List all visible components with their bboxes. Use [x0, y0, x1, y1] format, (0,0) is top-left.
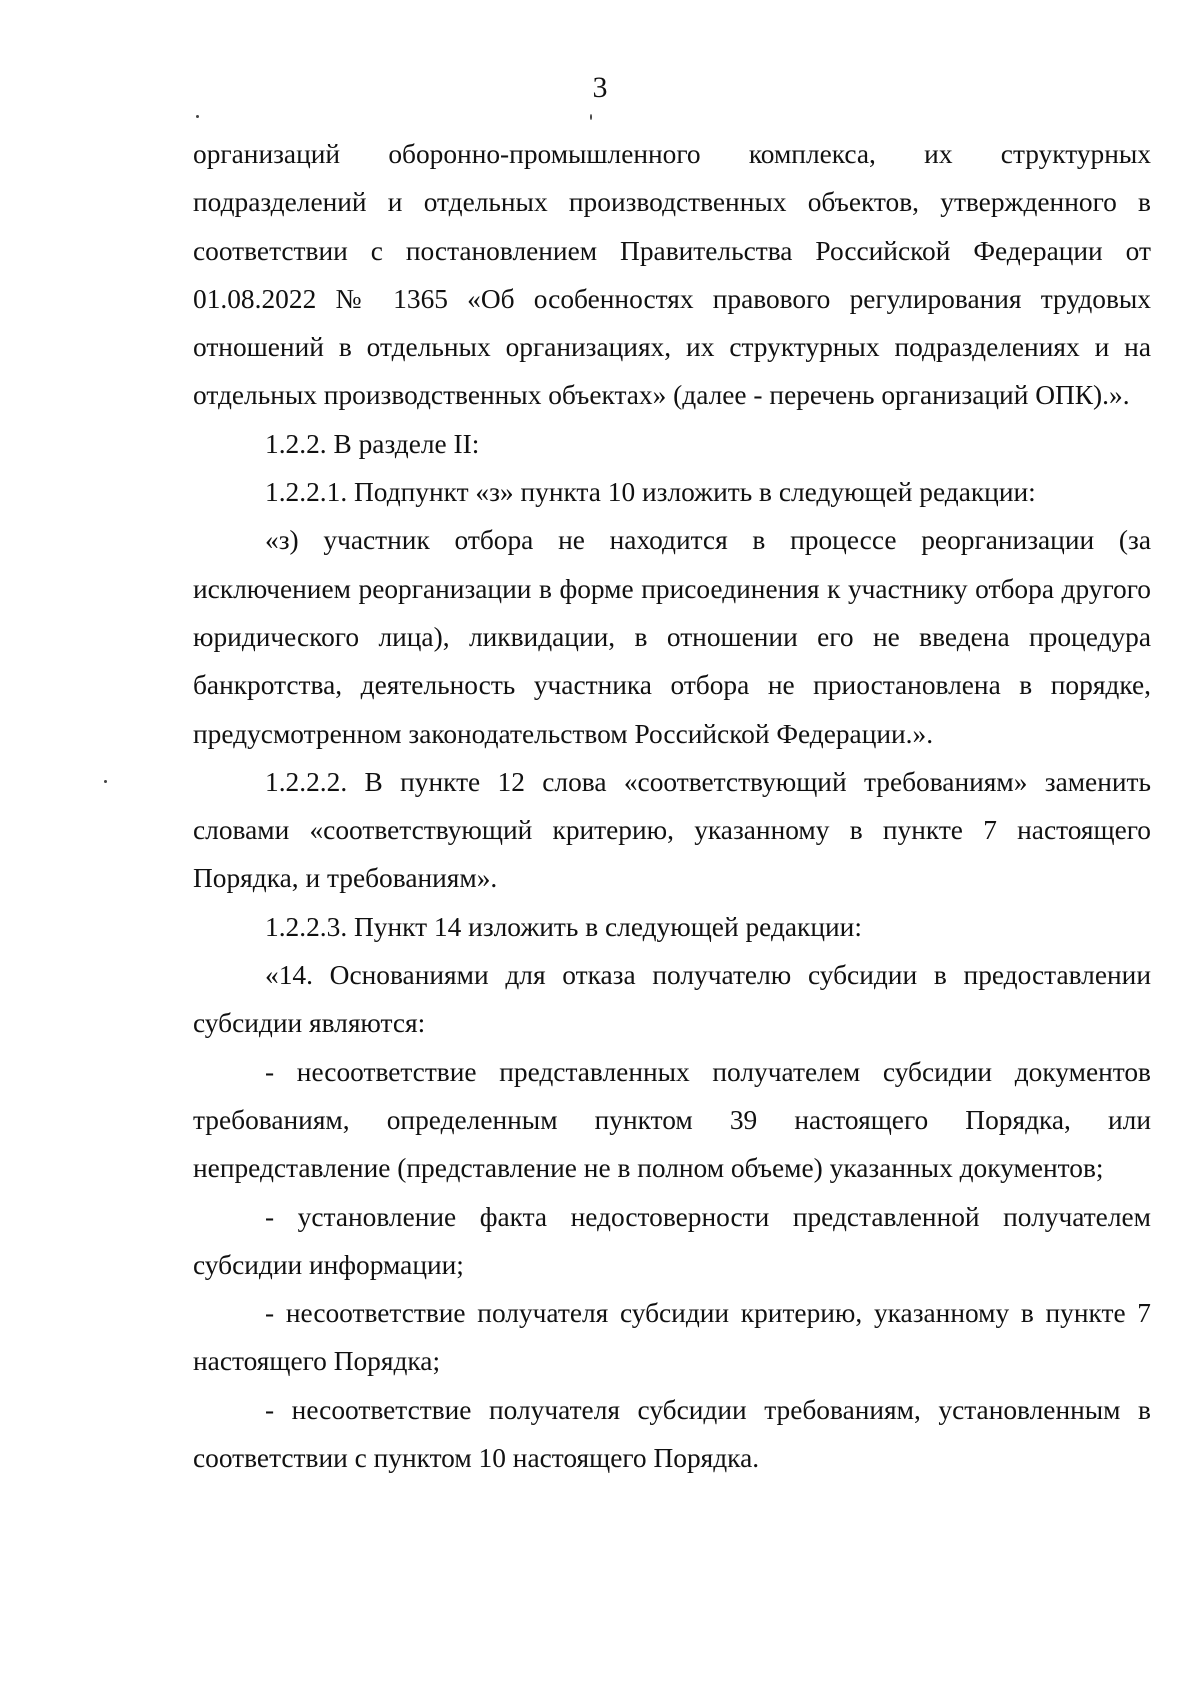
list-item: - несоответствие получателя субсидии критерию, указанному в пункте 7 настоящего Порядка;	[193, 1298, 1151, 1377]
document-body	[193, 130, 1151, 1482]
list-item: - установление факта недостоверности представленной получателем субсидии информации;	[193, 1201, 1151, 1280]
paragraph-quoted-text: «з) участник отбора не находится в процессе реорганизации (за исключением реорганизации в форме присоединения к участнику отбора другого юридического лица), ликвидации, в отношении его не введена процедура банкротства, деятельность участника отбора не приостановлена в порядке, предусмотренном законодательством Российской Федерации.».	[193, 525, 1151, 749]
list-item: - несоответствие получателя субсидии требованиям, установленным в соответствии с пунктом 10 настоящего Порядка.	[193, 1394, 1151, 1474]
paragraph-continuation: организаций оборонно-промышленного комплекса, их структурных подразделений и отдельных производственных объектов, утвержденного в соответствии с постановлением Правительства Российской Федерации от 01.08.2022 № 1365 «Об особенностях правового регулирования трудовых отношений в отдельных организациях, их структурных подразделениях и на отдельных производственных объектах» (далее - перечень организаций ОПК).».	[193, 139, 1151, 411]
scan-mark	[104, 780, 107, 783]
scan-mark	[196, 115, 199, 118]
paragraph-section-heading: 1.2.2. В разделе II:	[265, 428, 480, 459]
page-number: 3	[592, 71, 608, 104]
paragraph-amendment: 1.2.2.3. Пункт 14 изложить в следующей редакции:	[265, 911, 862, 942]
list-item: - несоответствие представленных получателем субсидии документов требованиям, определенным пунктом 39 настоящего Порядка, или непредставление (представление не в полном объеме) указанных документов;	[193, 1056, 1151, 1184]
paragraph-quoted-text: «14. Основаниями для отказа получателю субсидии в предоставлении субсидии являются:	[193, 960, 1151, 1039]
paragraph-amendment: 1.2.2.1. Подпункт «з» пункта 10 изложить в следующей редакции:	[265, 477, 1036, 508]
paragraph-amendment: 1.2.2.2. В пункте 12 слова «соответствующий требованиям» заменить словами «соответствующий критерию, указанному в пункте 7 настоящего Порядка, и требованиям».	[193, 766, 1151, 894]
scan-mark	[590, 114, 592, 120]
